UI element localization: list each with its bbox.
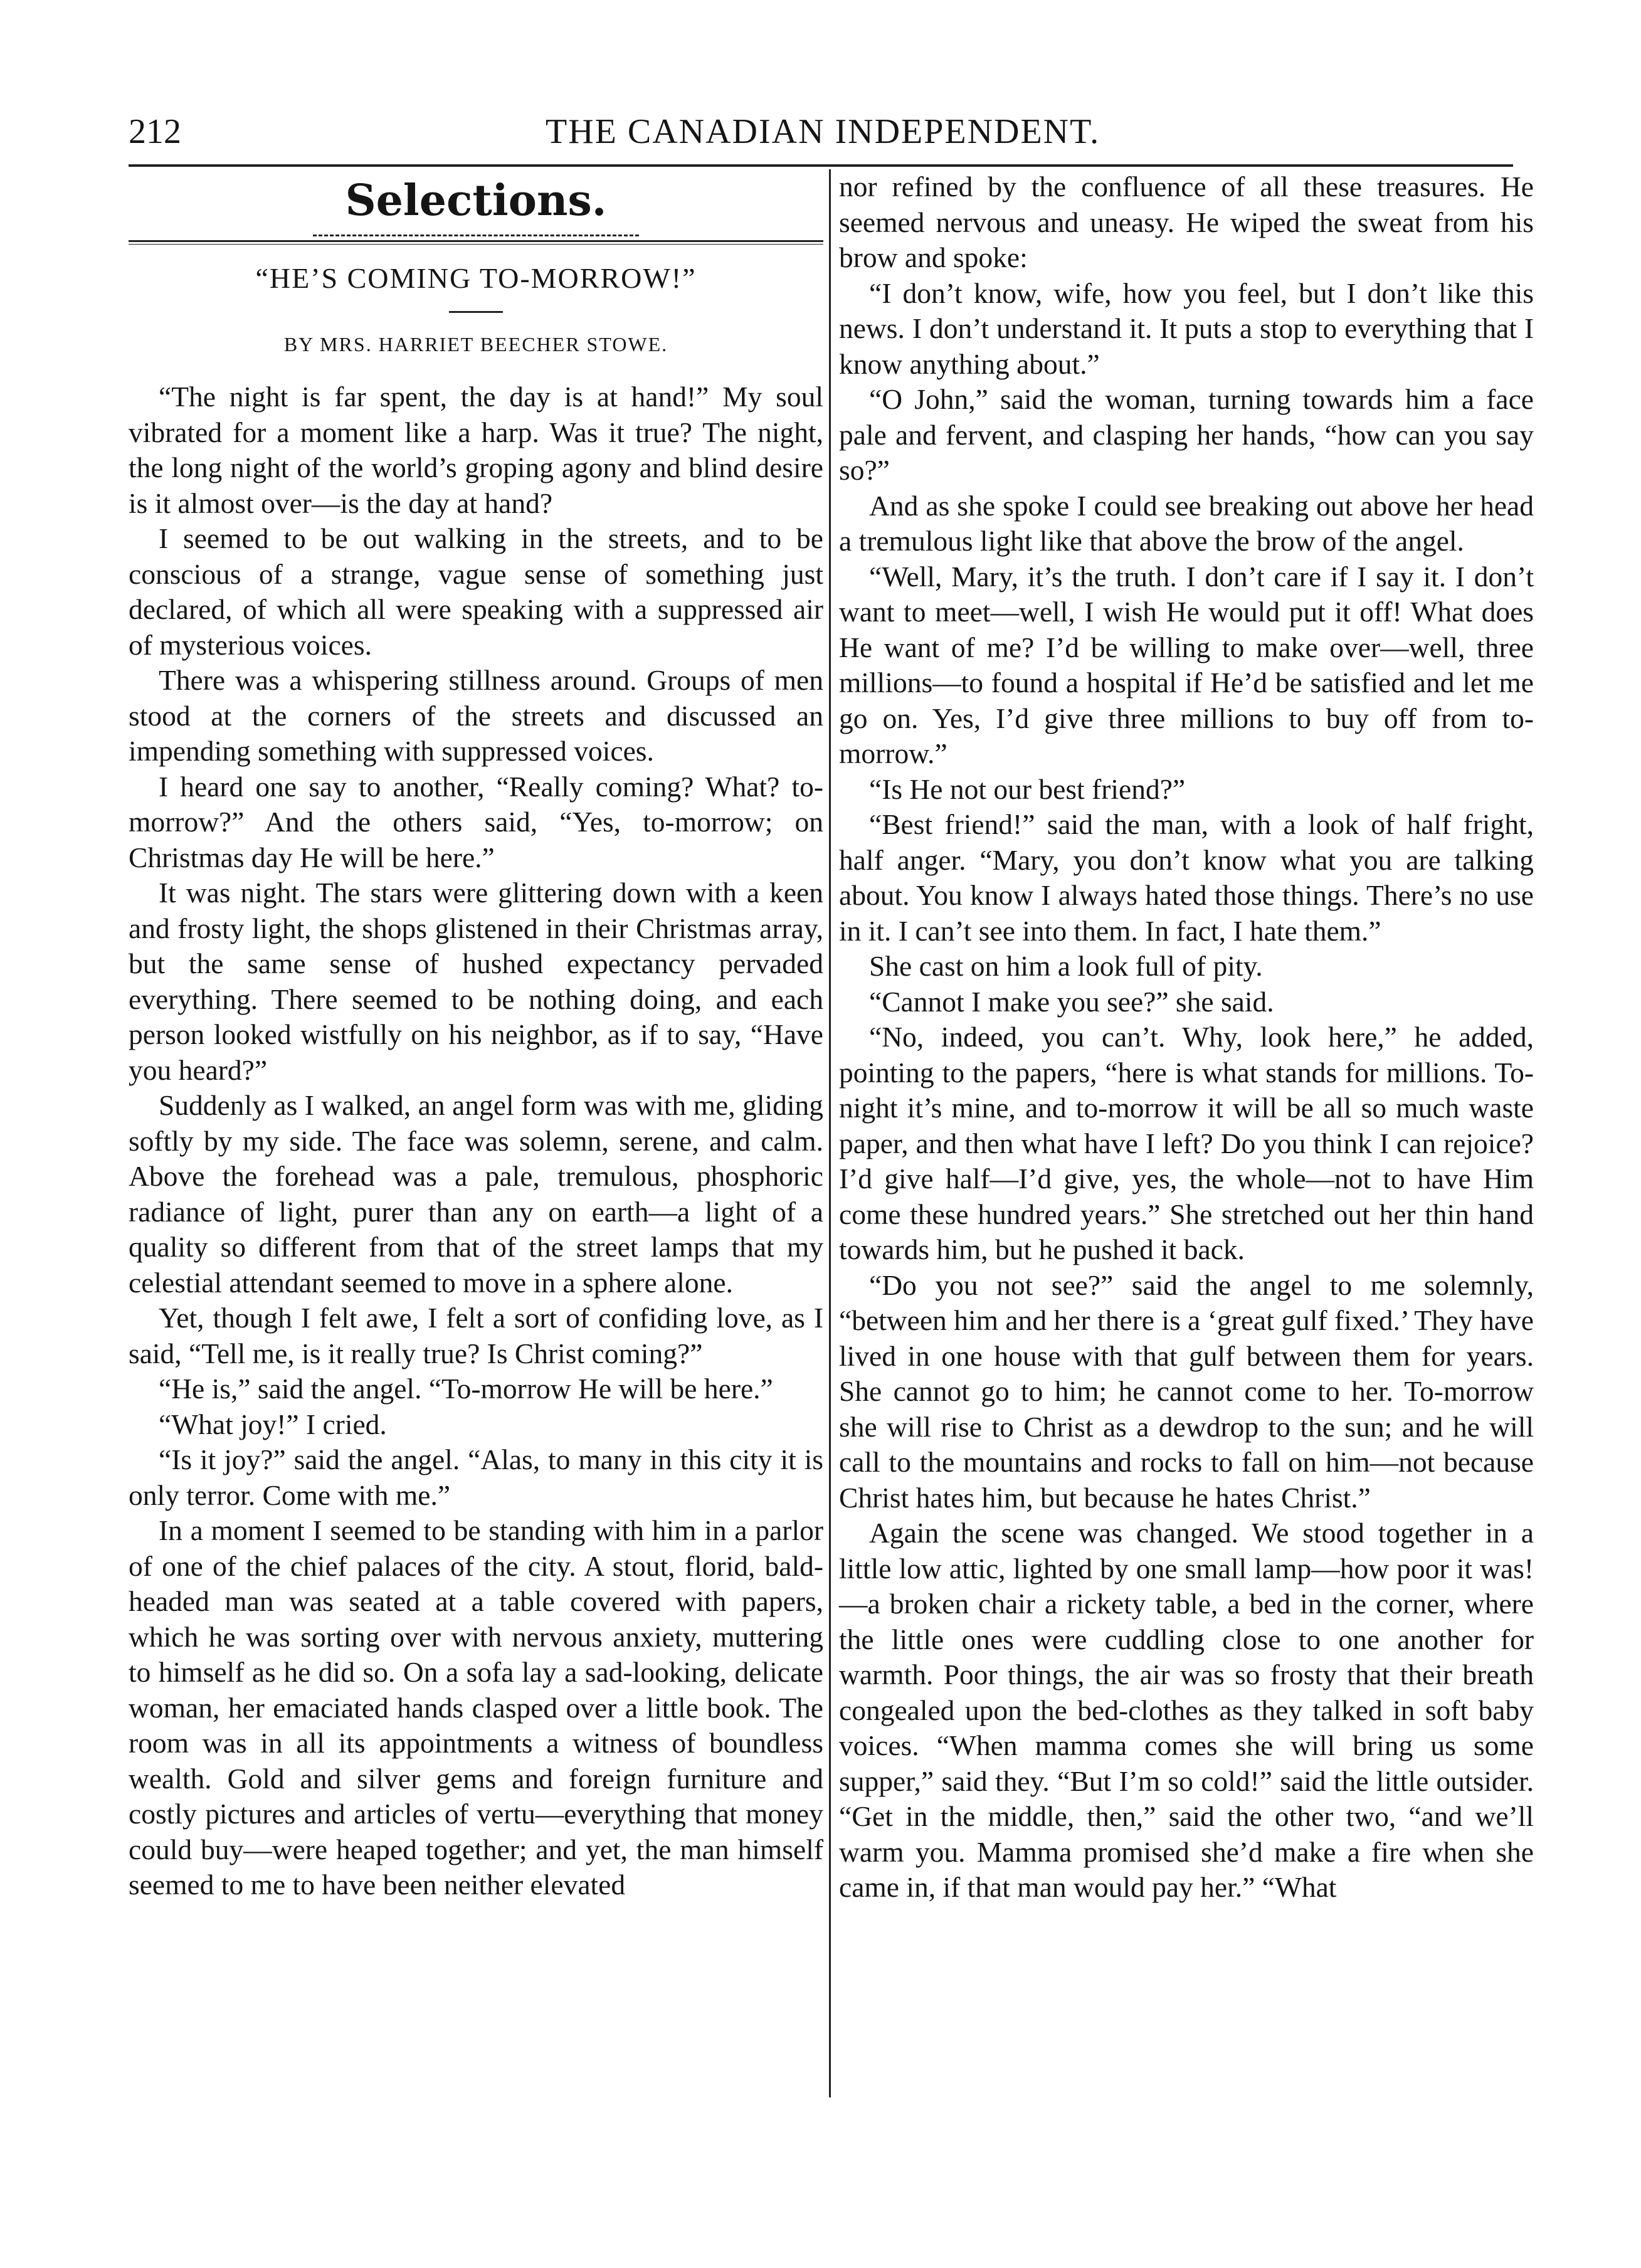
paragraph: “Well, Mary, it’s the truth. I don’t care if I say it. I don’t want to meet—well, I wish He would put it off! What does He want of me? I’d be willing to make over—well, three millions—to found a hospital if He’d be satisfied and let me go on. Yes, I’d give three millions to buy off from to-morrow.”: [839, 560, 1534, 769]
column-divider: [829, 169, 831, 2097]
paragraph: In a moment I seemed to be standing with him in a parlor of one of the chief palaces of the city. A stout, florid, bald-headed man was seated at a table covered with papers, which he was sorting over with nervous anxiety, muttering to himself as he did so. On a sofa lay a sad-looking, delicate woman, her emaciated hands clasped over a little book. The room was in all its appointments a witness of boundless wealth. Gold and silver gems and foreign furniture and costly pictures and articles of vertu—everything that money could buy—were heaped together; and yet, the man himself seemed to me to have been neither elevated: [129, 1514, 823, 1901]
section-title: Selections.: [345, 176, 607, 226]
paragraph: There was a whispering stillness around. Groups of men stood at the corners of the streets and discussed an impending something with suppressed voices.: [129, 664, 823, 767]
paragraph: nor refined by the confluence of all these treasures. He seemed nervous and uneasy. He wiped the sweat from his brow and spoke:: [839, 171, 1534, 273]
publication-title: THE CANADIAN INDEPENDENT.: [546, 112, 1100, 151]
paragraph: “What joy!” I cried.: [159, 1408, 387, 1440]
article-byline: BY MRS. HARRIET BEECHER STOWE.: [283, 333, 668, 356]
paragraph: Yet, though I felt awe, I felt a sort of confiding love, as I said, “Tell me, is it really true? Is Christ coming?”: [129, 1302, 823, 1369]
paragraph: “No, indeed, you can’t. Why, look here,” he added, pointing to the papers, “here is what stands for millions. To-night it’s mine, and to-morrow it will be all so much waste paper, and then what have I left? Do you think I can rejoice? I’d give half—I’d give, yes, the whole—not to have Him come these hundred years.” She stretched out her thin hand towards him, but he pushed it back.: [839, 1021, 1534, 1265]
paragraph: “I don’t know, wife, how you feel, but I don’t like this news. I don’t understand it. It puts a stop to everything that I know anything about.”: [839, 277, 1534, 380]
paragraph: It was night. The stars were glittering down with a keen and frosty light, the shops glistened in their Christmas array, but the same sense of hushed expectancy pervaded everything. There seemed to be nothing doing, and each person looked wistfully on his neighbor, as if to say, “Have you heard?”: [129, 877, 823, 1086]
paragraph: “Do you not see?” said the angel to me solemnly, “between him and her there is a ‘great gulf fixed.’ They have lived in one house with that gulf between them for years. She cannot go to him; he cannot come to her. To-morrow she will rise to Christ as a dewdrop to the sun; and he will call to the mountains and rocks to fall on him—not because Christ hates him, but because he hates Christ.”: [839, 1268, 1534, 1514]
paragraph: Again the scene was changed. We stood together in a little low attic, lighted by one small lamp—how poor it was!—a broken chair a rickety table, a bed in the corner, where the little ones were cuddling close to one another for warmth. Poor things, the air was so frosty that their breath congealed upon the bed-clothes as they talked in soft baby voices. “When mamma comes she will bring us some supper,” said they. “But I’m so cold!” said the little outsider. “Get in the middle, then,” said the other two, “and we’ll warm you. Mamma promised she’d make a fire when she came in, if that man would pay her.” “What: [839, 1517, 1534, 1903]
paragraph: “Is He not our best friend?”: [869, 773, 1186, 805]
paragraph: “The night is far spent, the day is at hand!” My soul vibrated for a moment like a harp. Was it true? The night, the long night of the world’s groping agony and blind desire is it almost over—is the day at hand?: [129, 381, 823, 519]
paragraph: “He is,” said the angel. “To-morrow He will be here.”: [159, 1373, 773, 1405]
paragraph: “Is it joy?” said the angel. “Alas, to many in this city it is only terror. Come with me.”: [129, 1443, 823, 1511]
header-rule: [129, 164, 1513, 167]
article-title: “HE’S COMING TO-MORROW!”: [255, 262, 697, 294]
paragraph: “Best friend!” said the man, with a look of half fright, half anger. “Mary, you don’t know what you are talking about. You know I always hated those things. There’s no use in it. I can’t see into them. In fact, I hate them.”: [839, 808, 1534, 947]
paragraph: She cast on him a look full of pity.: [869, 950, 1263, 982]
right-column: [839, 169, 1534, 1906]
page-number: 212: [129, 112, 181, 151]
paragraph: “O John,” said the woman, turning towards him a face pale and fervent, and clasping her hands, “how can you say so?”: [839, 383, 1534, 486]
paragraph: I heard one say to another, “Really coming? What? to-morrow?” And the others said, “Yes, to-morrow; on Christmas day He will be here.”: [129, 770, 823, 873]
section-rule-double: [129, 240, 823, 245]
paragraph: I seemed to be out walking in the streets, and to be conscious of a strange, vague sense of something just declared, of which all were speaking with a suppressed air of mysterious voices.: [129, 522, 823, 661]
section-rule-dashed: [313, 235, 639, 236]
paragraph: Suddenly as I walked, an angel form was with me, gliding softly by my side. The face was solemn, serene, and calm. Above the forehead was a pale, tremulous, phosphoric radiance of light, purer than any on earth—a light of a quality so different from that of the street lamps that my celestial attendant seemed to move in a sphere alone.: [129, 1089, 823, 1299]
title-rule: [449, 311, 503, 313]
paragraph: And as she spoke I could see breaking out above her head a tremulous light like that above the brow of the angel.: [839, 489, 1534, 557]
left-column: [129, 169, 823, 1903]
paragraph: “Cannot I make you see?” she said.: [869, 985, 1274, 1018]
